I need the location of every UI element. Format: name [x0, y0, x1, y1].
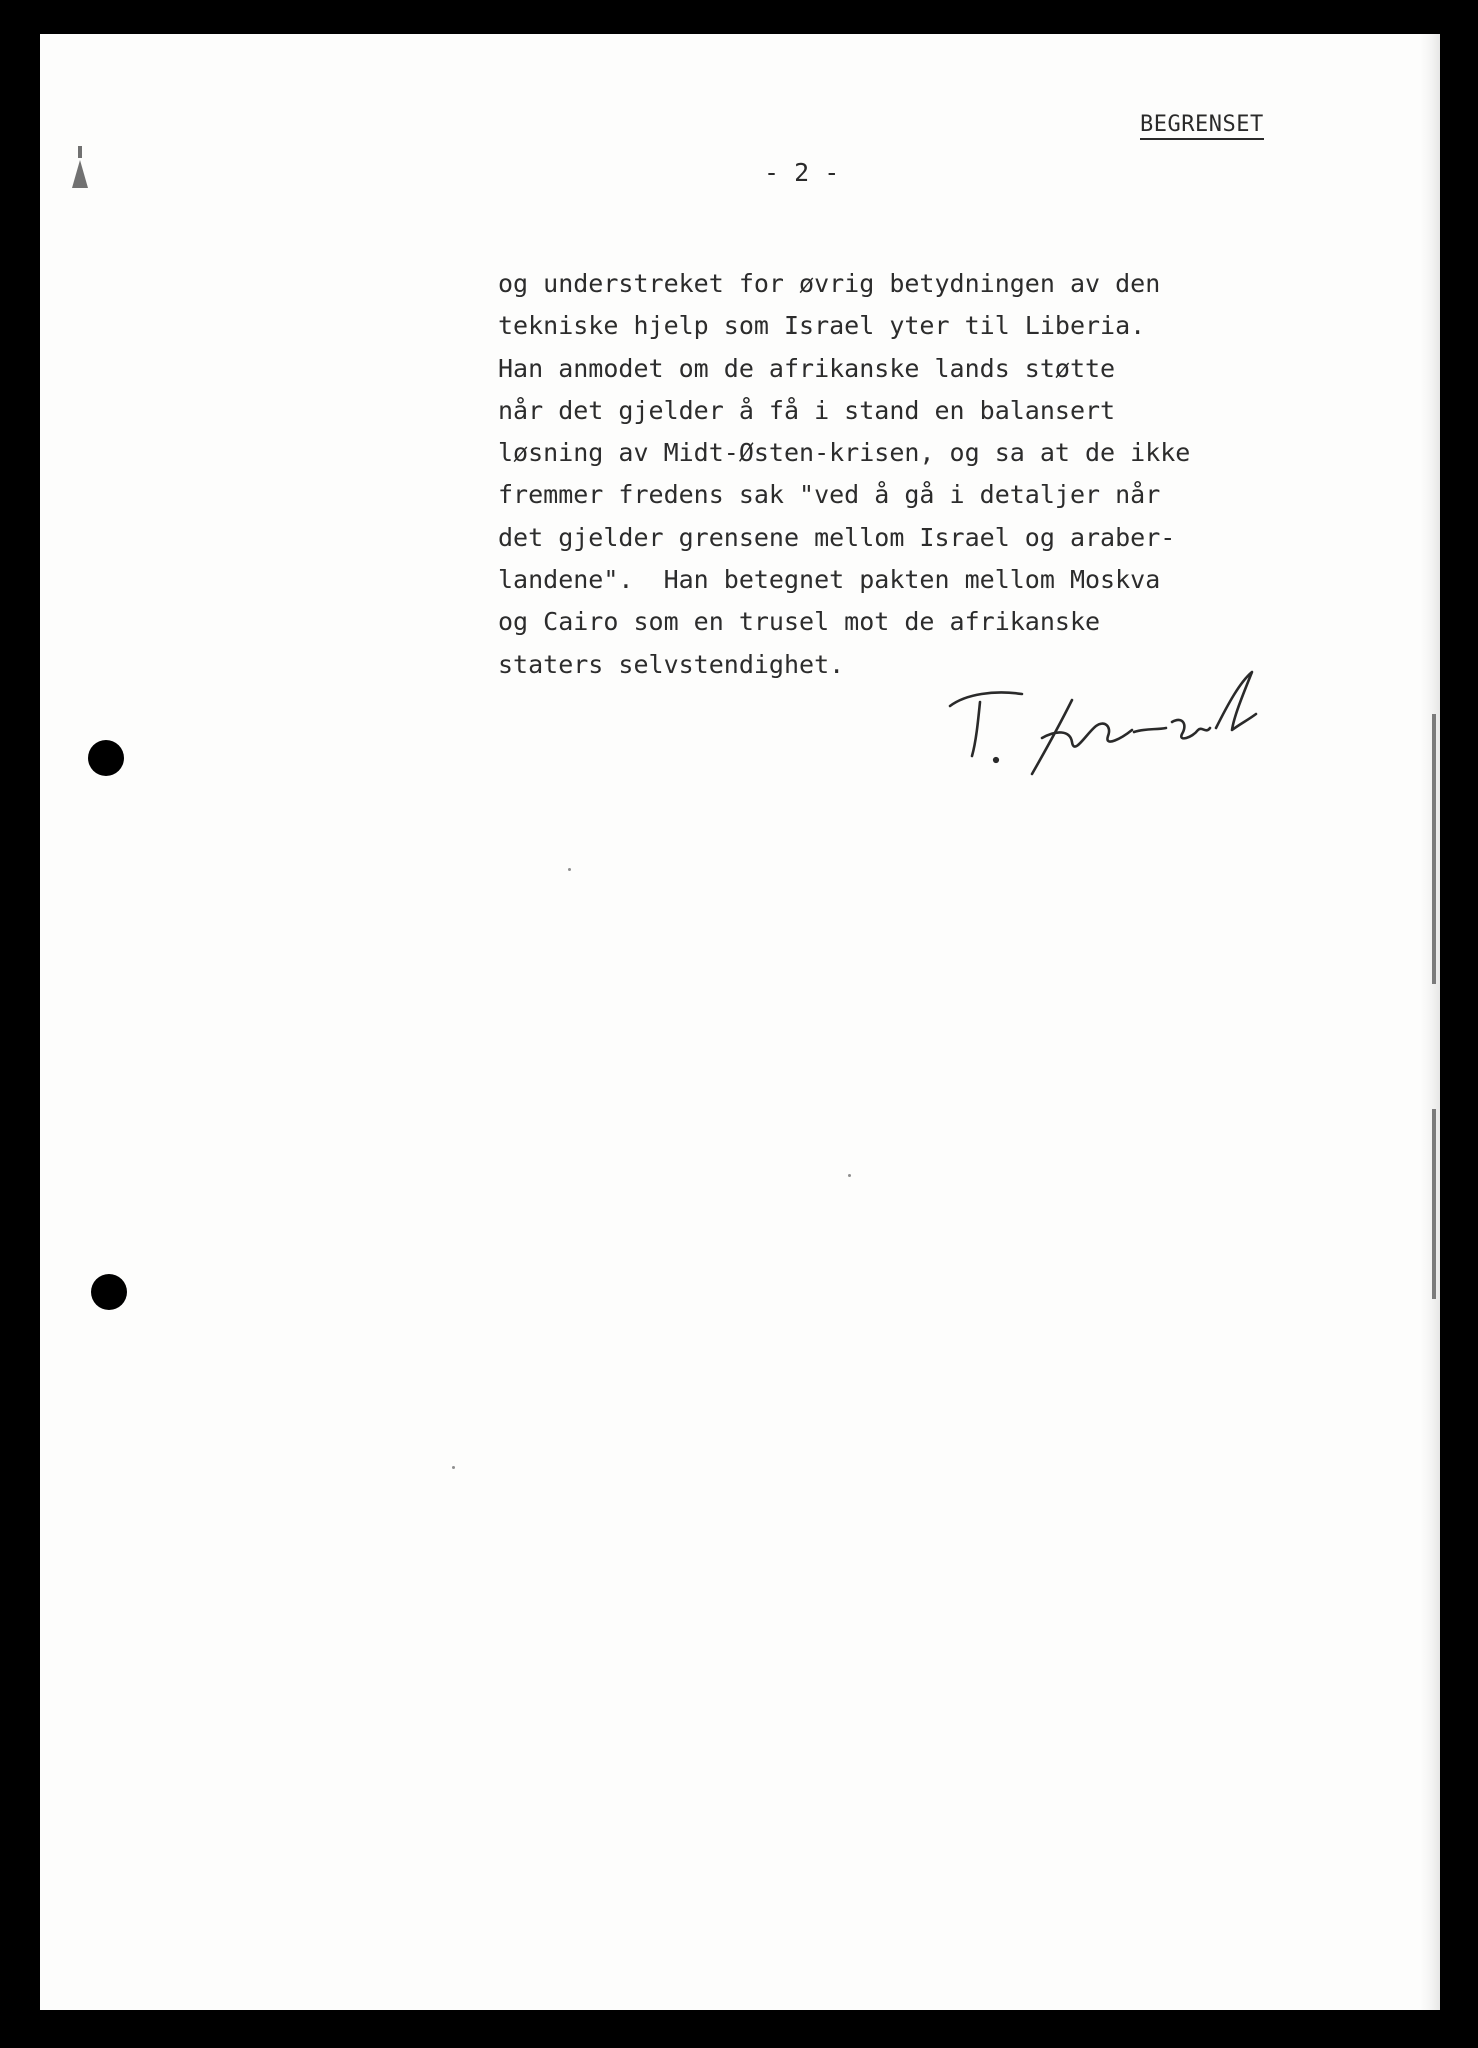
punch-hole-icon [91, 1274, 127, 1310]
paper-speck [568, 868, 571, 871]
punch-hole-icon [88, 740, 124, 776]
faded-archive-stamp [46, 54, 196, 194]
body-line: og Cairo som en trusel mot de afrikanske [498, 607, 1101, 637]
classification-label: BEGRENSET [1140, 112, 1264, 140]
body-text [498, 263, 1358, 686]
body-line: landene". Han betegnet pakten mellom Moskva [498, 565, 1161, 595]
stamp-glyph-icon [68, 142, 92, 190]
body-line: Han anmodet om de afrikanske lands støtte [498, 353, 1116, 383]
body-line: det gjelder grensene mellom Israel og araber- [498, 522, 1176, 552]
body-line: staters selvstendighet. [498, 649, 845, 679]
page-edge-mark [1432, 714, 1436, 984]
body-line: løsning av Midt-Østen-krisen, og sa at de ikke [498, 438, 1191, 468]
handwritten-signature-icon [936, 664, 1286, 784]
page-edge-mark [1432, 1109, 1436, 1299]
paper-speck [848, 1174, 851, 1177]
body-line: og understreket for øvrig betydningen av den [498, 269, 1161, 298]
body-line: tekniske hjelp som Israel yter til Liberia. [498, 311, 1146, 341]
body-line: når det gjelder å få i stand en balansert [498, 395, 1116, 425]
page-number: - 2 - [764, 158, 840, 187]
document-page [40, 34, 1440, 2010]
paper-speck [452, 1466, 455, 1469]
body-line: fremmer fredens sak "ved å gå i detaljer når [498, 480, 1161, 510]
page-edge-shadow [1420, 34, 1440, 2010]
